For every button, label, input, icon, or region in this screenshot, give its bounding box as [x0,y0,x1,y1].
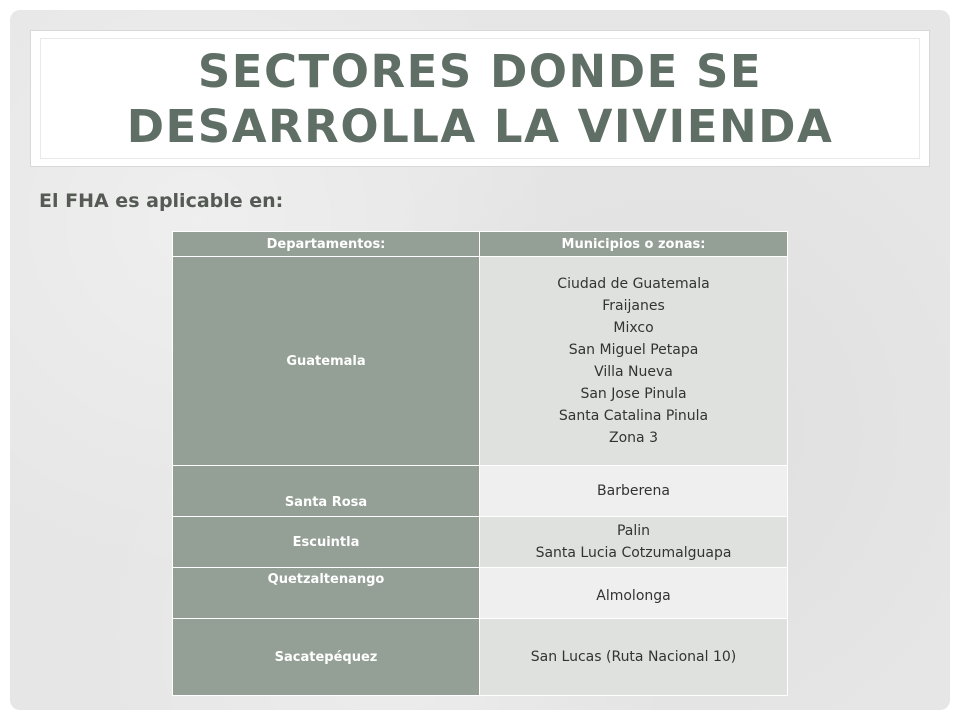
housing-sectors-table [172,231,788,696]
slide-title [127,44,834,154]
municipality-item: Zona 3 [609,430,658,446]
table-row [173,257,788,466]
municipality-item: Fraijanes [602,298,665,314]
municipality-item: San Miguel Petapa [568,342,699,358]
municipality-item: Villa Nueva [594,364,673,380]
municipalities-cell [480,517,788,568]
title-line-1: SECTORES DONDE SE [197,44,763,98]
table-row [173,466,788,517]
municipality-item: San Jose Pinula [580,386,687,402]
municipalities-cell [480,257,788,466]
municipality-item: Barberena [597,483,670,499]
municipalities-cell [480,619,788,696]
header-municipalities: Municipios o zonas: [480,232,788,257]
title-line-2: DESARROLLA LA VIVIENDA [126,99,834,153]
municipalities-cell [480,568,788,619]
municipality-item: San Lucas (Ruta Nacional 10) [530,649,737,665]
municipality-item: Santa Catalina Pinula [558,408,709,424]
municipality-item: Santa Lucia Cotzumalguapa [535,545,732,561]
table-row [173,517,788,568]
subtitle: El FHA es aplicable en: [39,190,284,212]
department-cell: Sacatepéquez [173,619,480,696]
municipality-item: Almolonga [596,588,671,604]
municipality-item: Mixco [613,320,654,336]
table-header-row [173,232,788,257]
table-row [173,568,788,619]
department-cell [173,466,480,517]
municipalities-cell [480,466,788,517]
municipality-item: Ciudad de Guatemala [557,276,710,292]
department-label: Quetzaltenango [267,572,385,587]
table-row [173,619,788,696]
slide-background [10,10,950,710]
department-cell: Escuintla [173,517,480,568]
title-box [30,30,930,167]
department-label: Santa Rosa [284,495,368,510]
municipality-item: Palin [616,523,651,539]
department-cell [173,568,480,619]
department-cell: Guatemala [173,257,480,466]
header-departments: Departamentos: [173,232,480,257]
